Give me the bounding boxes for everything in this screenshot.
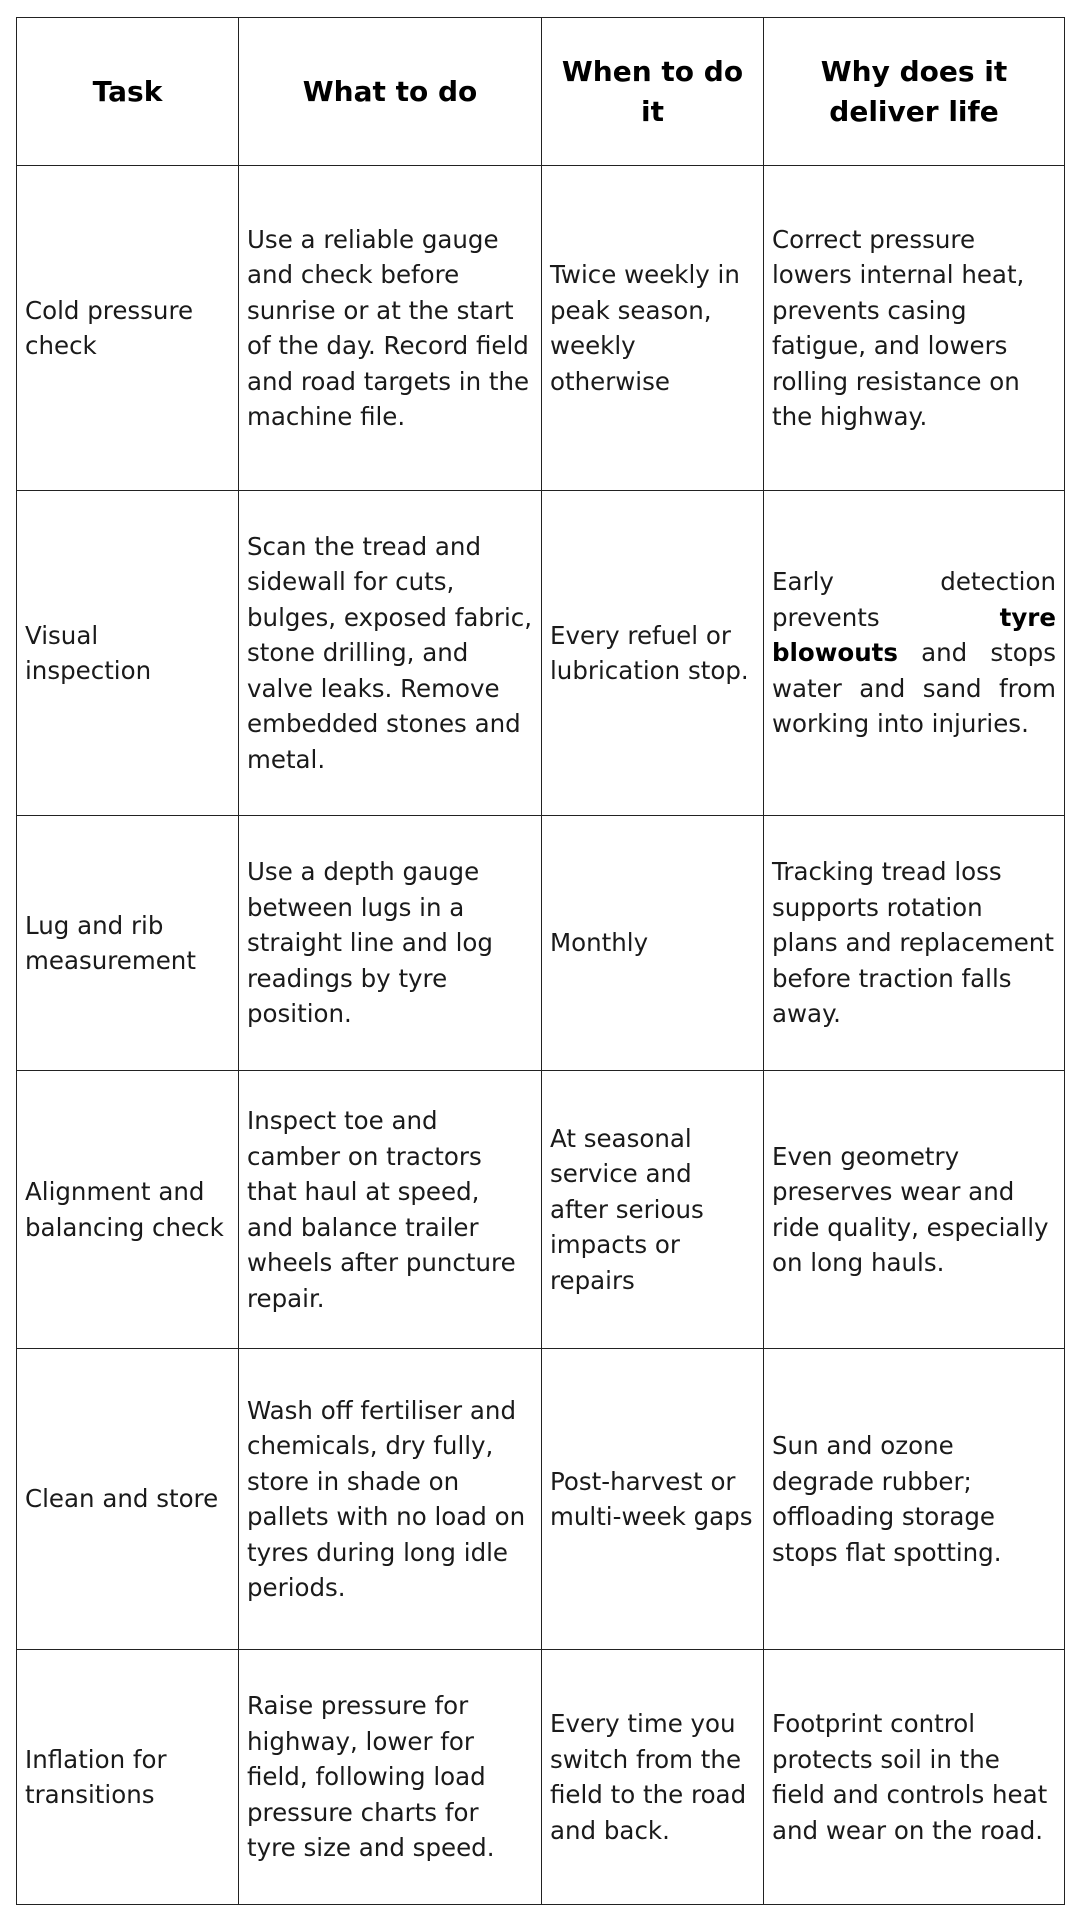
header-when-to-do-it: When to do it (542, 18, 764, 166)
when-cell: Every refuel or lubrication stop. (542, 491, 764, 816)
what-cell: Use a depth gauge between lugs in a straight line and log readings by tyre position. (239, 816, 542, 1071)
when-cell: Post-harvest or multi-week gaps (542, 1349, 764, 1650)
why-cell: Footprint control protects soil in the field and controls heat and wear on the road. (764, 1650, 1065, 1905)
why-text-bold: tyre blowouts (772, 602, 1056, 668)
why-cell (764, 491, 1065, 816)
why-cell: Sun and ozone degrade rubber; offloading storage stops flat spotting. (764, 1349, 1065, 1650)
task-cell: Alignment and balancing check (17, 1071, 239, 1349)
what-cell: Inspect toe and camber on tractors that haul at speed, and balance trailer wheels after puncture repair. (239, 1071, 542, 1349)
when-cell: Twice weekly in peak season, weekly otherwise (542, 166, 764, 491)
why-text-start: Early detection prevents (772, 567, 1056, 632)
table-row (17, 1650, 1065, 1905)
tyre-maintenance-table (16, 17, 1065, 1905)
table-row (17, 816, 1065, 1071)
when-cell: At seasonal service and after serious impacts or repairs (542, 1071, 764, 1349)
why-cell: Correct pressure lowers internal heat, prevents casing fatigue, and lowers rolling resistance on the highway. (764, 166, 1065, 491)
what-cell: Wash off fertiliser and chemicals, dry fully, store in shade on pallets with no load on tyres during long idle periods. (239, 1349, 542, 1650)
task-cell: Visual inspection (17, 491, 239, 816)
task-cell: Cold pressure check (17, 166, 239, 491)
what-cell: Raise pressure for highway, lower for field, following load pressure charts for tyre size and speed. (239, 1650, 542, 1905)
task-cell: Clean and store (17, 1349, 239, 1650)
task-cell: Lug and rib measurement (17, 816, 239, 1071)
table-row (17, 1071, 1065, 1349)
why-cell: Tracking tread loss supports rotation plans and replacement before traction falls away. (764, 816, 1065, 1071)
table-row (17, 1349, 1065, 1650)
task-cell: Inflation for transitions (17, 1650, 239, 1905)
why-cell: Even geometry preserves wear and ride quality, especially on long hauls. (764, 1071, 1065, 1349)
header-task: Task (17, 18, 239, 166)
table-row (17, 166, 1065, 491)
table-header-row (17, 18, 1065, 166)
what-cell: Scan the tread and sidewall for cuts, bulges, exposed fabric, stone drilling, and valve leaks. Remove embedded stones and metal. (239, 491, 542, 816)
when-cell: Monthly (542, 816, 764, 1071)
why-text-end: and stops water and sand from working into injuries. (772, 638, 1056, 739)
header-why: Why does it deliver life (764, 18, 1065, 166)
table-row (17, 491, 1065, 816)
header-what-to-do: What to do (239, 18, 542, 166)
when-cell: Every time you switch from the field to the road and back. (542, 1650, 764, 1905)
what-cell: Use a reliable gauge and check before sunrise or at the start of the day. Record field and road targets in the machine file. (239, 166, 542, 491)
